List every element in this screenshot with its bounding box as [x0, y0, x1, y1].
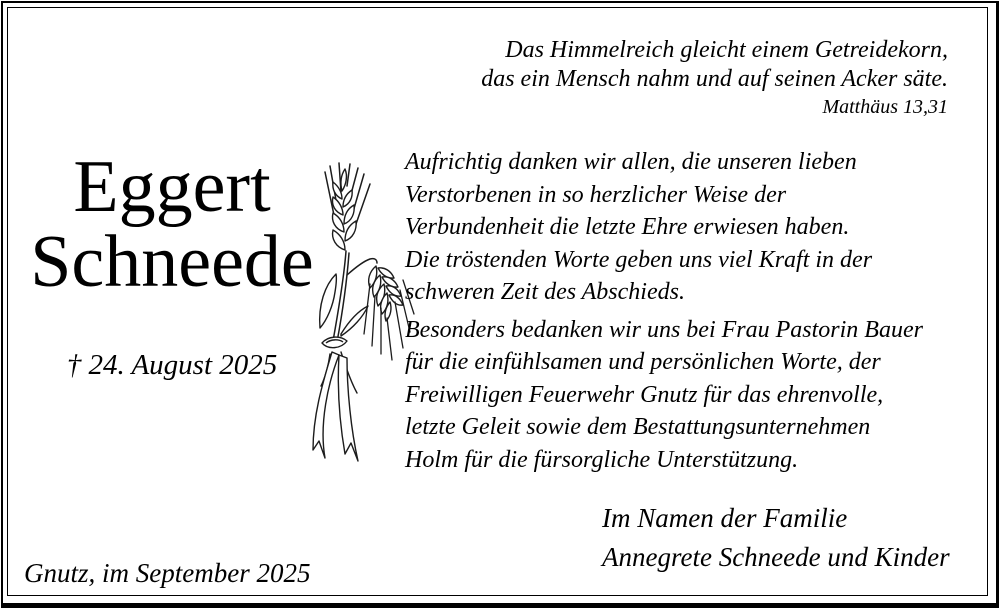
thanks-line: Verbundenheit die letzte Ehre erwiesen haben. — [405, 214, 850, 240]
place-dateline: Gnutz, im September 2025 — [24, 558, 311, 588]
thanks-line: letzte Geleit sowie dem Bestattungsunternehmen — [405, 414, 871, 440]
signature-block — [602, 499, 950, 577]
deceased-name — [18, 146, 326, 303]
thank-you-text — [405, 146, 965, 476]
thanks-line: Verstorbenen in so herzlicher Weise der — [405, 181, 787, 208]
signature-intro: Im Namen der Familie — [602, 503, 848, 533]
thanks-line: für die einfühlsamen und persönlichen Worte, der — [405, 349, 881, 375]
thanks-line: Die tröstenden Worte geben uns viel Kraft in der — [405, 246, 873, 273]
signature-name: Annegrete Schneede und Kinder — [602, 542, 950, 572]
quote-line-1: Das Himmelreich gleicht einem Getreidekorn, — [505, 37, 948, 63]
scripture-quote — [481, 36, 948, 119]
thanks-line: Freiwilligen Feuerwehr Gnutz für das ehrenvolle, — [405, 381, 884, 408]
deceased-first-name: Eggert — [73, 146, 271, 228]
thanks-line: Aufrichtig danken wir allen, die unseren lieben — [405, 149, 857, 175]
death-date: † 24. August 2025 — [66, 349, 278, 381]
thanks-line: Holm für die fürsorgliche Unterstützung. — [405, 446, 799, 473]
thanks-paragraph-2 — [405, 314, 965, 477]
thanks-line: Besonders bedanken wir uns bei Frau Pastorin Bauer — [405, 316, 923, 343]
deceased-last-name: Schneede — [30, 221, 314, 303]
quote-line-2: das ein Mensch nahm und auf seinen Acker säte. — [481, 66, 948, 92]
wheat-ears-icon — [300, 162, 422, 464]
thanks-paragraph-1 — [405, 146, 965, 309]
quote-citation: Matthäus 13,31 — [822, 96, 948, 118]
thanks-line: schweren Zeit des Abschieds. — [405, 279, 685, 305]
